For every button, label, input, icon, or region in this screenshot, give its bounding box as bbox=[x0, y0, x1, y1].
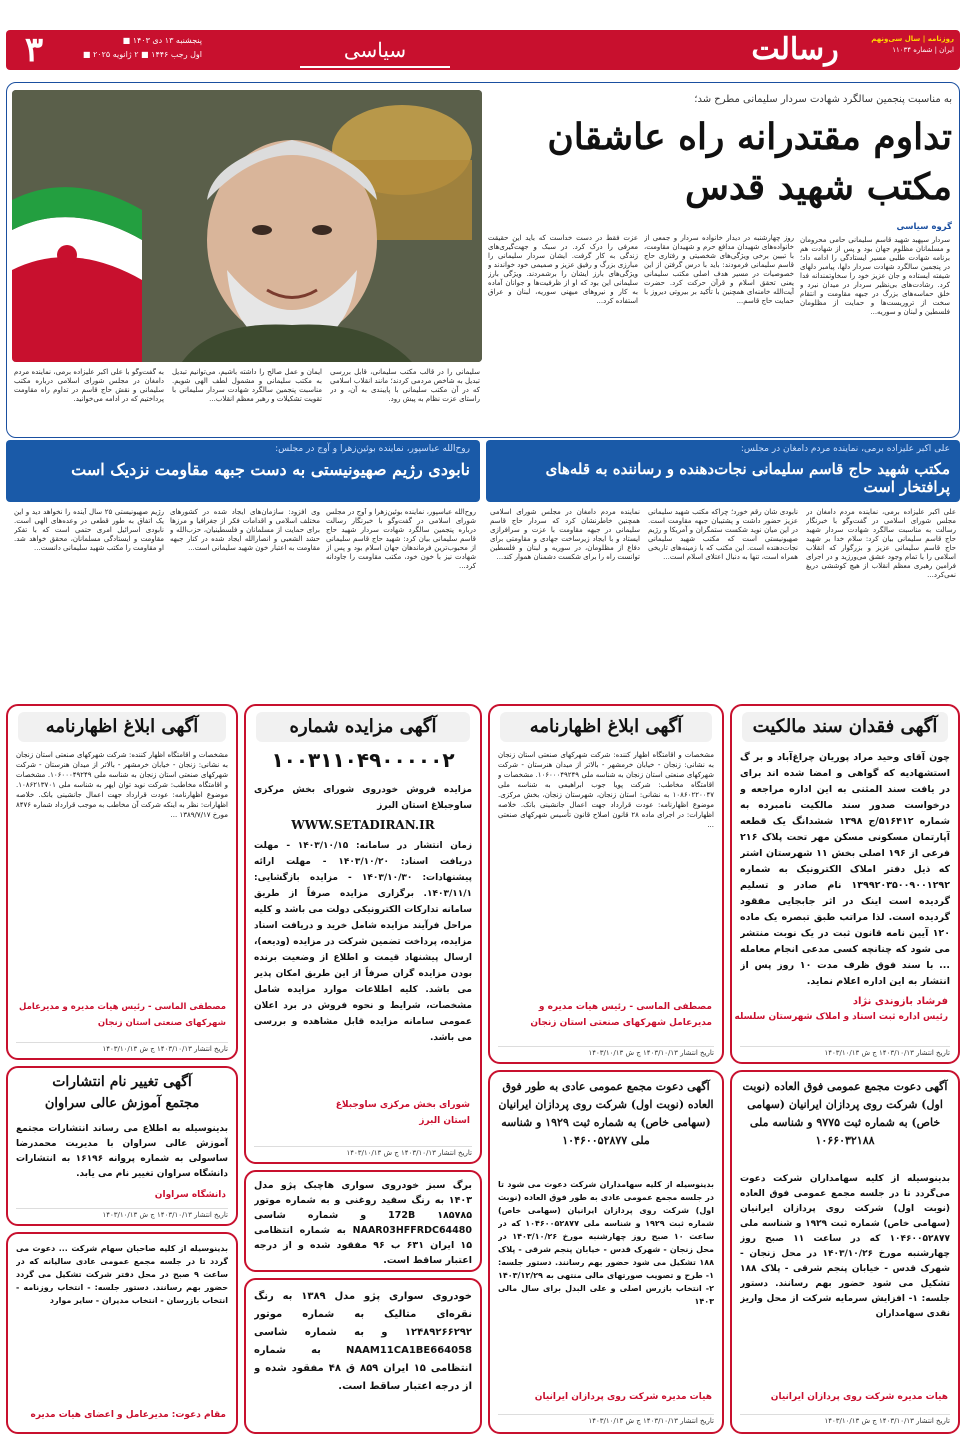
date-line-1: پنجشنبه ۱۳ دی ۱۴۰۳ ■ bbox=[122, 36, 202, 45]
ad-name-change-footer: تاریخ انتشار ۱۴۰۳/۱۰/۱۳ ج ش ۱۴۰۳/۱۰/۱۳ bbox=[16, 1208, 228, 1219]
ad-lost-deed-sign-1: فرشاد بازوندی نژاد bbox=[852, 996, 948, 1007]
ad-auction-body: زمان انتشار در سامانه: ۱۴۰۳/۱۰/۱۵ - مهلت دریافت اسناد: ۱۴۰۳/۱۰/۲۰ - مهلت ارائه پیشنهادات: ۱۴۰۳/۱۰/۳۰ - مزایده بازگشایی: ۱۴۰۳/۱۱/۱. برگزاری مزایده صرفاً از طریق سامانه تدارکات الکترونیکی دولت می باشد و کلیه مراحل فرآیند مزایده شامل خرید و دریافت اسناد مزایده، پرداخت تضمین شرکت در مزایده (ودیعه)، ارسال پیشنهاد قیمت و اطلاع از وضعیت برنده بودن مزایده گران صرفاً از این طریق امکان پذیر می باشد. کلیه اطلاعات موارد مزایده شامل مشخصات، شرایط و نحوه فروش در برد اعلان عمومی سامانه مزایده قابل مشاهده و بررسی می باشد. bbox=[254, 841, 472, 1043]
story-left-column-3: رژیم صهیونیستی ۲۵ سال آینده را نخواهد دید و این یک اتفاق به طور قطعی در وعده‌های الهی است. نابودی اسرائیل امری حتمی است که با تفکر مقاومت و ایستادگی مسلمانان، محقق خواهد شد. او مقاومت را مکتب شهید سلیمانی دانست... bbox=[14, 508, 164, 552]
ad-extraordinary-footer: تاریخ انتشار ۱۴۰۳/۱۰/۱۳ ج ش ۱۴۰۳/۱۰/۱۳ bbox=[740, 1414, 950, 1425]
ad-lost-deed-footer: تاریخ انتشار ۱۴۰۳/۱۰/۱۳ ج ش ۱۴۰۳/۱۰/۱۳ bbox=[740, 1046, 950, 1057]
ad-declaration-2-sign-1: مصطفی الماسی - رئیس هیات مدیره و مدیرعامل bbox=[19, 1002, 226, 1012]
ad-ordinary-sign: هیات مدیره شرکت روی پردازان ایرانیان bbox=[534, 1392, 712, 1402]
ad-ordinary-meeting bbox=[488, 1070, 724, 1434]
ad-auction-number: ۱۰۰۳۱۱۰۴۹۰۰۰۰۰۲ bbox=[271, 748, 455, 772]
lead-photo bbox=[12, 90, 482, 362]
date-line-2: اول رجب ۱۴۴۶ ■ ۲ ژانویه ۲۰۲۵ ■ bbox=[82, 50, 202, 59]
ad-general-meeting-small-body: بدینوسیله از کلیه صاحبان سهام شرکت ... دعوت می گردد تا در جلسه مجمع عمومی عادی سالیانه که در ساعت ۹ صبح در محل دفتر شرکت تشکیل می گردد حضور بهم رسانند. دستور جلسه: - انتخاب روزنامه - انتخاب بازرسان - انتخاب مدیران - سایر موارد bbox=[16, 1244, 228, 1305]
ad-name-change-sign: دانشگاه سراوان bbox=[154, 1190, 226, 1200]
ad-declaration-title: آگهی ابلاغ اظهارنامه bbox=[500, 712, 712, 742]
ad-ordinary-title: آگهی دعوت مجمع عمومی عادی به طور فوق العاده (نوبت اول) شرکت روی پردازان ایرانیان (سهامی خاص) به شماره ثبت ۱۹۲۹ و شناسه ملی ۱۰۴۶۰۰۵۲۸۷۷ bbox=[498, 1080, 714, 1147]
ad-lost-deed bbox=[730, 704, 960, 1064]
ad-declaration-2-footer: تاریخ انتشار ۱۴۰۳/۱۰/۱۳ ج ش ۱۴۰۳/۱۰/۱۳ bbox=[16, 1042, 228, 1053]
portrait-illustration bbox=[12, 90, 482, 362]
story-right-headline: مکتب شهید حاج قاسم سلیمانی نجات‌دهنده و رساننده به قله‌های پرافتخار است bbox=[545, 460, 950, 496]
lead-headline-line-1: تداوم مقتدرانه راه عاشقان bbox=[547, 116, 952, 158]
ad-auction-intro: مزایده فروش خودروی شورای بخش مرکزی ساوجبلاغ استان البرز bbox=[254, 785, 472, 811]
ad-ordinary-body: بدینوسیله از کلیه سهامداران شرکت دعوت می شود تا در جلسه مجمع عمومی عادی به طور فوق العاده (نوبت اول) شرکت روی پردازان ایرانیان (سهامی خاص) شماره ثبت ۱۹۲۹ و شناسه ملی ۱۰۴۶۰۰۵۲۸۷۷ که در ساعت ۱۰ صبح روز چهارشنبه مورخ ۱۴۰۳/۱۰/۲۶ در محل زنجان - شهرک قدس - خیابان پنجم شرقی - پلاک ۱۸۸ تشکیل می شود حضور بهم رسانند. دستور جلسه: ۱- طرح و تصویب صورتهای مالی منتهی به ۱۴۰۳/۱۲/۲۹ ۲- انتخاب بازرس اصلی و علی البدل برای سال مالی ۱۴۰۳ bbox=[498, 1180, 714, 1306]
ad-extraordinary-meeting bbox=[730, 1070, 960, 1434]
lead-column-3: عزت فقط در دست خداست که باید این حقیقت معرفی را درک کرد. در سبک و جهت‌گیری‌های زندگی به کار گرفت. ایشان سردار سلیمانی را مبارزی بزرگ و رفیق عزیز و صمیمی خود خواندند و ویژگی‌های بارز ایشان را برشمردند. ویژگی بارز سلیمانی این بود که او از ظرفیت‌ها و جوانان آماده به کار و نیروهای میهنی سوریه، لبنان و عراق استفاده کرد... bbox=[488, 234, 638, 305]
ad-name-change-title-2: مجتمع آموزش عالی سراوان bbox=[44, 1096, 200, 1111]
story-left-column-1: روح‌الله عباسپور، نماینده بوئین‌زهرا و آوج در مجلس شورای اسلامی در گفت‌وگو با خبرنگار رسالت درباره پنجمین سالگرد شهادت سردار شهید حاج قاسم سلیمانی بیان کرد: شهید حاج قاسم سلیمانی از محبوب‌ترین فرماندهان جهان اسلام بود و پس از شهادت نیز با خون خود، مکتب مقاومت را جاودانه کرد... bbox=[326, 508, 476, 570]
lead-headline-line-2: مکتب شهید قدس bbox=[684, 166, 952, 208]
ad-declaration bbox=[488, 704, 724, 1064]
ad-declaration-2-body: مشخصات و اقامتگاه اظهار کننده: شرکت شهرکهای صنعتی استان زنجان به نشانی: زنجان - خیابان خرمشهر - بالاتر از میدان هنرستان - شرکت شهرکهای صنعتی استان زنجان به شناسه ملی ۱۰۶۰۰۰۴۹۲۴۹. مشخصات و اقامتگاه مخاطب: شرکت نوید توان ایهر به شناسه ملی ۱۰۸۶۲۱۳۷۰۱. موضوع اظهارنامه: عودت قرارداد جهت اعمال جانشینی بانک. خلاصه اظهارات: نظر به اینکه شرکت آن مخاطب به موجب قرارداد شماره ۸۴۷۶ مورخ ۱۳۸۹/۷/۱۷ ... bbox=[16, 751, 228, 819]
ad-lost-car-1-body: برگ سبز خودروی سواری هاچبک پژو مدل ۱۴۰۳ به رنگ سفید روغنی و به شماره موتور ۱۸۵۷۸۵ 172B و شماره شاسی NAAR03HFFRDC64480 به شماره انتظامی ۱۵ ایران ۶۳۱ ب ۹۶ مفقود شده و از درجه اعتبار ساقط است. bbox=[254, 1180, 472, 1266]
ad-lost-car-1 bbox=[244, 1170, 482, 1272]
page-number: ۳ bbox=[24, 30, 44, 70]
lead-short-column-2: ایمان و عمل صالح را داشته باشیم، می‌توانیم تبدیل به مکتب سلیمانی و مشمول لطف الهی شویم. مناسبت پنجمین سالگرد شهادت سردار سلیمانی با تقویت تشکیلات و رهبر معظم انقلاب... bbox=[172, 368, 322, 403]
ad-lost-deed-title: آگهی فقدان سند مالکیت bbox=[742, 712, 948, 742]
ad-declaration-2-sign-2: شهرکهای صنعتی استان زنجان bbox=[97, 1018, 226, 1028]
ad-declaration-2 bbox=[6, 704, 238, 1060]
ad-auction-footer: تاریخ انتشار ۱۴۰۳/۱۰/۱۳ ج ش ۱۴۰۳/۱۰/۱۳ bbox=[254, 1146, 472, 1157]
story-right-column-1: علی اکبر علیزاده برمی، نماینده مردم دامغان در مجلس شورای اسلامی در گفت‌وگو با خبرنگار رسالت به مناسبت سالگرد شهادت سردار شهید حاج قاسم سلیمانی بیان کرد: سلام خدا بر شهید حاج قاسم سلیمانی عزیز و بزرگوار که انقلاب اسلامی را با تمام وجود عشق می‌ورزید و در اجرای فرامین رهبری معظم انقلاب از هیچ کوششی دریغ نمی‌کرد... bbox=[806, 508, 956, 579]
ad-general-meeting-small bbox=[6, 1232, 238, 1434]
ad-declaration-footer: تاریخ انتشار ۱۴۰۳/۱۰/۱۳ ج ش ۱۴۰۳/۱۰/۱۳ bbox=[498, 1046, 714, 1057]
ad-declaration-sign-1: مصطفی الماسی - رئیس هیات مدیره و bbox=[538, 1002, 712, 1012]
ad-name-change-title-1: آگهی تغییر نام انتشارات bbox=[52, 1074, 192, 1090]
story-right-column-2: نابودی شان رقم خورد؛ چراکه مکتب شهید سلیمانی عزیز حضور داشت و پشتیبان جبهه مقاومت است. در این میان نوید شکست ستمگران و آمریکا و رژیم صهیونیستی است که مکتب شهید سلیمانی نجات‌دهنده است. این مکتب که با زمینه‌های تاریخی همراه است، تنها به دنبال اعتلای اسلام است... bbox=[648, 508, 798, 561]
lead-byline: گروه سیاسی bbox=[896, 222, 952, 232]
story-right-subtitle: علی اکبر علیزاده برمی، نماینده مردم دامغان در مجلس: bbox=[740, 444, 950, 454]
ad-auction-sign-2: استان البرز bbox=[419, 1116, 470, 1126]
ad-ordinary-footer: تاریخ انتشار ۱۴۰۳/۱۰/۱۳ ج ش ۱۴۰۳/۱۰/۱۳ bbox=[498, 1414, 714, 1425]
ad-auction-title: آگهی مزایده شماره bbox=[256, 712, 470, 742]
story-left-column-2: وی افزود: سازمان‌های ایجاد شده در کشورهای مختلف اسلامی و اقدامات فکر از جغرافیا و مرزها برای حمایت از مسلمانان و فلسطینیان، حزب‌الله و حشد الشعبی و انصارالله ایجاد شده در کنار جبهه مقاومت به اعتبار خون شهید سلیمانی است... bbox=[170, 508, 320, 552]
brand-logo: رسالت bbox=[751, 32, 839, 67]
ad-auction-sign-1: شورای بخش مرکزی ساوجبلاغ bbox=[335, 1100, 470, 1110]
lead-short-column-3: به گفت‌وگو با علی اکبر علیزاده برمی، نماینده مردم دامغان در مجلس شورای اسلامی درباره مکتب سلیمانی و نقش حاج قاسم در تداوم راه مقاومت پرداختیم که در ادامه می‌خوانید. bbox=[14, 368, 164, 403]
ad-lost-deed-body: چون آقای وحید مراد پوریان چراغ‌آباد و بر گ استشهادیه که گواهی و امضا شده اند برای در یافت سند المثنی به این اداره مراجعه و درخواست صدور سند مالکیت نامبرده به شماره ۵۱۶۴۱۲/ج ۱۳۹۸ ششدانگ یک قطعه آپارتمان مسکونی مسکن مهر تحت پلاک ۲۱۶ فرعی از ۱۹۶ اصلی بخش ۱۱ شهرستان اشتر که ذیل دفتر املاک الکترونیک به شماره ۱۳۹۹۲۰۳۵۰۰۹۰۰۱۲۹۲ نام صادر و تسلیم گردیده است اینک در اثر جابجایی مفقود گردیده است. لذا مراتب طبق تبصره یک ماده ۱۲۰ آیین نامه قانون ثبت در یک نوبت منتشر می شود که چنانچه کسی مدعی انجام معامله ... با سند فوق ظرف مدت ۱۰ روز پس از انتشار به این اداره اعلام نماید. bbox=[740, 752, 950, 986]
lead-column-2: روز چهارشنبه در دیدار خانواده سردار و جمعی از خانواده‌های شهیدان مدافع حرم و شهیدان مقاومت، با تبیین برخی ویژگی‌های شخصیتی و رفتاری حاج قاسم سلیمانی فرمودند: باید با درس گرفتن از این خصوصیات در مسیر هدف اصلی مکتب سلیمانی یعنی تحقق اسلام و قرآن حرکت کرد. حضرت آیت‌الله خامنه‌ای همچنین با تأکید بر بیروتی دیروز با حمایت حاج قاسم... bbox=[644, 234, 794, 305]
ad-lost-car-2-body: خودروی سواری پژو مدل ۱۳۸۹ به رنگ نقره‌ای متالیک به شماره موتور ۱۲۴۸۹۲۶۶۲۹۲ و به شماره شاسی NAAM11CA1BE664058 به شماره انتظامی ۱۵ ایران ۸۵۹ ق ۴۸ مفقود شده و از درجه اعتبار ساقط است. bbox=[254, 1291, 472, 1392]
story-left-subtitle: روح‌الله عباسپور، نماینده بوئین‌زهرا و آوج در مجلس: bbox=[275, 444, 470, 454]
ad-lost-deed-sign-2: رئیس اداره ثبت اسناد و املاک شهرستان سلسله bbox=[734, 1012, 948, 1022]
date-line bbox=[62, 34, 202, 62]
ad-name-change-body: بدینوسیله به اطلاع می رساند انتشارات مجتمع آموزش عالی سراوان با مدیریت محمدرضا ساسولی به شماره پروانه ۱۶۱۹۶ به انتشارات دانشگاه سراوان تغییر نام می یابد. bbox=[16, 1124, 228, 1179]
ad-lost-car-2 bbox=[244, 1278, 482, 1434]
lead-supertitle: به مناسبت پنجمین سالگرد شهادت سردار سلیمانی مطرح شد؛ bbox=[694, 94, 952, 105]
ad-declaration-body: مشخصات و اقامتگاه اظهار کننده: شرکت شهرکهای صنعتی استان زنجان به نشانی: زنجان - خیابان خرمشهر - بالاتر از میدان هنرستان - شرکت شهرکهای صنعتی استان زنجان به شناسه ملی ۱۰۶۰۰۰۴۹۲۴۹. مشخصات و اقامتگاه مخاطب: شرکت پویا جوب ابراهیمی به شناسه ملی ۱۰۸۶۰۲۲۰۰۴۷ به نشانی: استان زنجان، شهرستان زنجان، بخش مرکزی. موضوع اظهارنامه: عودت قرارداد جهت اعمال جانشینی بانک. خلاصه اظهارات: در اجرای ماده ۲۸ قانون اصلاح قانون تأسیس شهرکهای صنعتی ... bbox=[498, 751, 714, 829]
ad-extraordinary-body: بدینوسیله از کلیه سهامداران شرکت دعوت می‌گردد تا در جلسه مجمع عمومی فوق العاده (نوبت اول) شرکت روی پردازان ایرانیان (سهامی خاص) شماره ثبت ۱۹۲۹ و شناسه ملی ۱۰۴۶۰۰۵۲۸۷۷ که در ساعت ۱۱ صبح روز چهارشنبه مورخ ۱۴۰۳/۱۰/۲۶ در محل زنجان - شهرک قدس - خیابان پنجم شرقی - پلاک ۱۸۸ تشکیل می شود حضور بهم رسانند. دستور جلسه: ۱- افزایش سرمایه شرکت از محل واریز نقدی سهامداران bbox=[740, 1174, 950, 1319]
lead-headline bbox=[490, 112, 952, 212]
ad-name-change bbox=[6, 1066, 238, 1226]
story-right-column-3: نماینده مردم دامغان در مجلس شورای اسلامی همچنین خاطرنشان کرد که سردار حاج قاسم سلیمانی در جبهه مقاومت با عزت و سرافرازی ایستاد و با ایجاد زیرساخت جهادی و مقاومتی برای دفاع از مظلومان، در سوریه و لبنان و فلسطین توانست راه را برای شکست دشمنان هموار کند... bbox=[490, 508, 640, 561]
ad-auction bbox=[244, 704, 482, 1164]
issue-line-1: روزنامه | سال سی‌ونهم bbox=[871, 35, 954, 43]
story-left-banner bbox=[6, 440, 480, 502]
story-left-headline: نابودی رژیم صهیونیستی به دست جبهه مقاومت نزدیک است bbox=[71, 460, 470, 479]
ad-declaration-sign-2: مدیرعامل شهرکهای صنعتی استان زنجان bbox=[530, 1018, 712, 1028]
ad-declaration-2-title: آگهی ابلاغ اظهارنامه bbox=[18, 712, 226, 742]
ad-general-meeting-small-sign: مقام دعوت: مدیرعامل و اعضای هیات مدیره bbox=[30, 1410, 226, 1420]
lead-column-1: سردار سپهبد شهید قاسم سلیمانی حامی محرومان و مسلمانان مظلوم جهان بود و پس از شهادت هم برنامه شهادت طلبی مسیر ایستادگی را ادامه داد؛ در پنجمین سالگرد شهادت سردار دلها، پیامبر دلهای شیفته ایستاده و جان عزیز خود را سخاوتمندانه فدا کرد. رشادت‌های بی‌نظیر سردار در میدان نبرد و خلق حماسه‌های بزرگ در جبهه مقاومت و انتقام سخت از تروریست‌ها و حمایت از مظلومان فلسطین و لبنان و سوریه... bbox=[800, 236, 950, 316]
issue-line-2: ایران | شماره ۱۱۰۳۴ bbox=[892, 46, 954, 54]
story-right-banner bbox=[486, 440, 960, 502]
ad-auction-website: WWW.SETADIRAN.IR bbox=[291, 818, 435, 832]
ad-extraordinary-sign: هیات مدیره شرکت روی پردازان ایرانیان bbox=[770, 1392, 948, 1402]
lead-short-column-1: سلیمانی را در قالب مکتب سلیمانی، قابل بررسی تبدیل به شاخص مردمی کردند؛ مانند انقلاب اسلامی که در آن مکتب سلیمانی با پایبندی به آن، و در راستای عزت نظام به پیش رود. bbox=[330, 368, 480, 403]
ad-extraordinary-title: آگهی دعوت مجمع عمومی فوق العاده (نوبت اول) شرکت روی پردازان ایرانیان (سهامی خاص) به شماره ثبت ۹۷۷۵ و شناسه ملی ۱۰۶۶۰۳۲۱۸۸ bbox=[742, 1080, 948, 1147]
issue-info bbox=[870, 34, 954, 56]
section-label: سیاسی bbox=[300, 34, 450, 68]
